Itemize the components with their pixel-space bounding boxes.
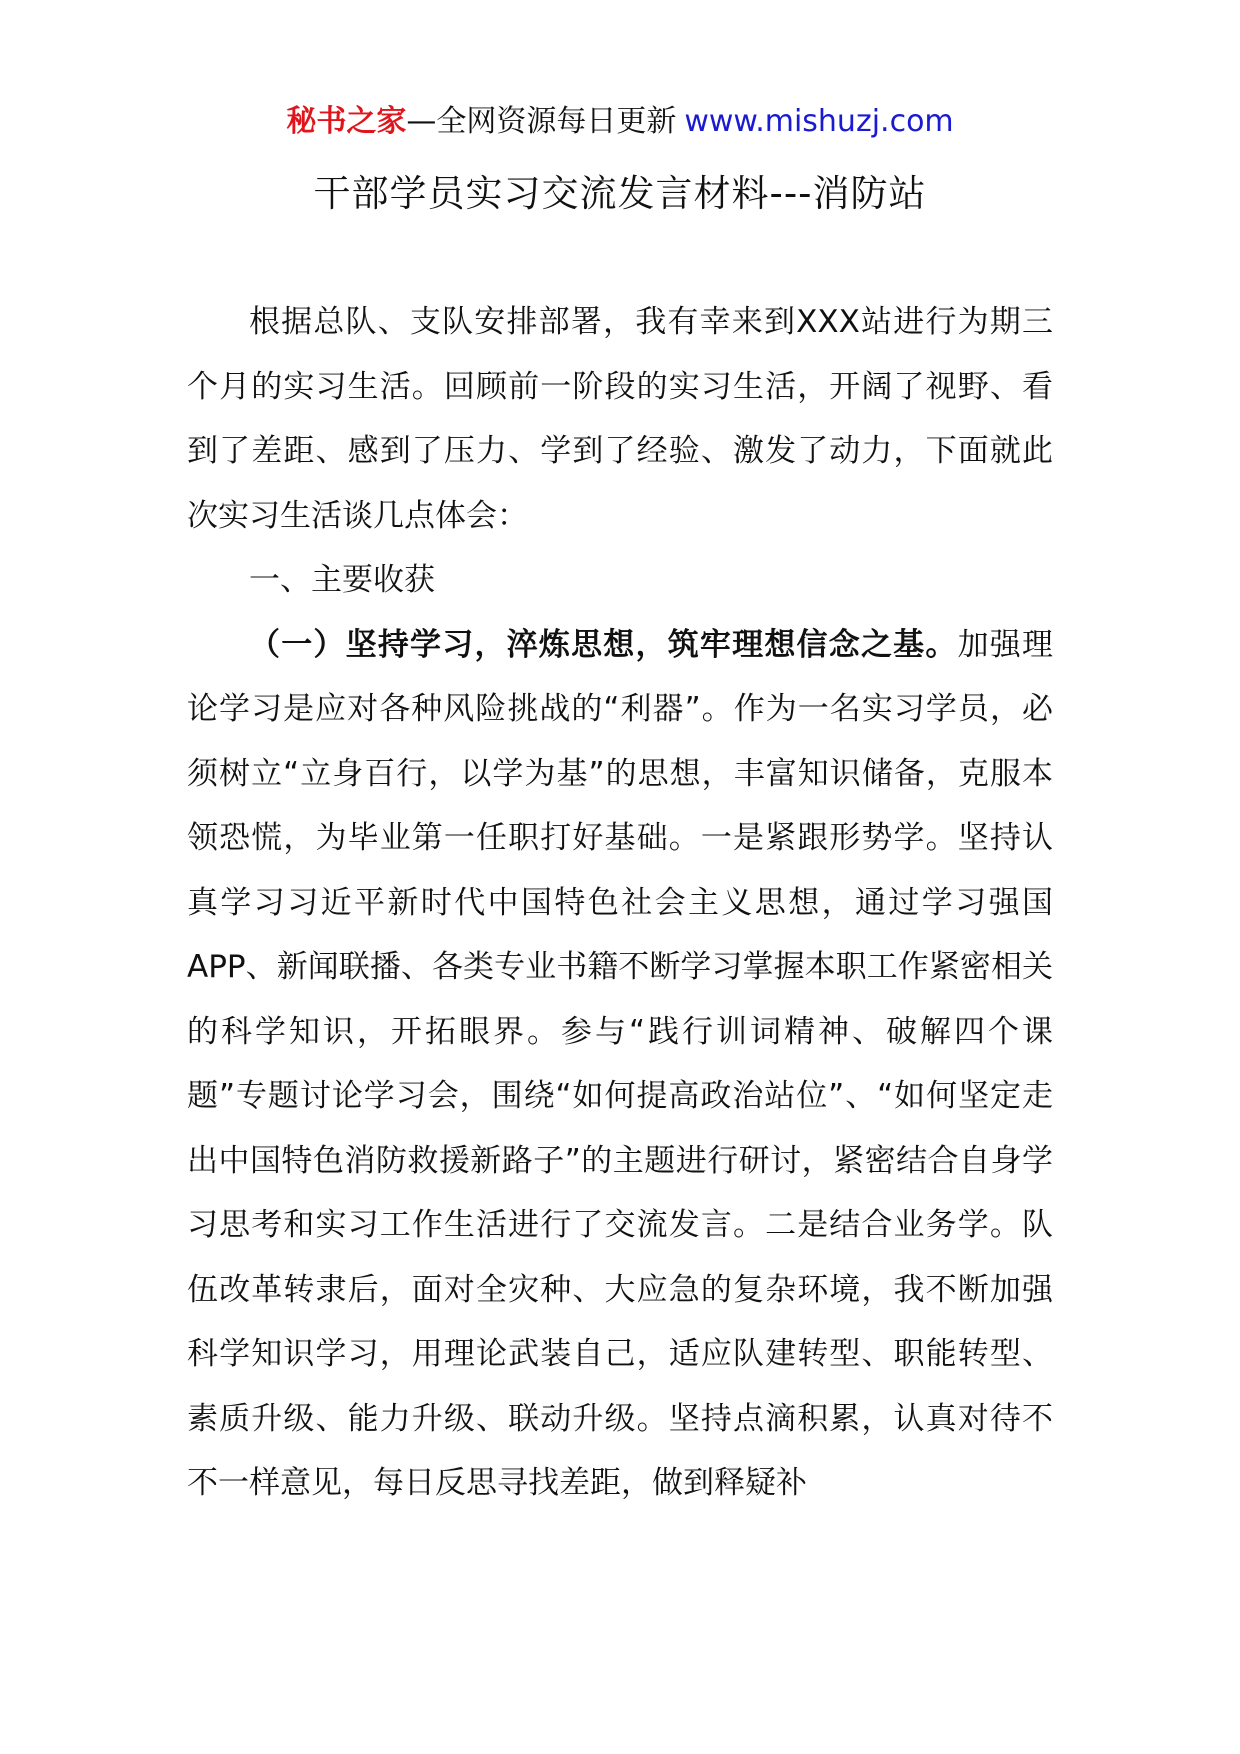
document-title: 干部学员实习交流发言材料---消防站 bbox=[313, 172, 927, 215]
subsection-lead: （一）坚持学习，淬炼思想，筑牢理想信念之基。 bbox=[249, 626, 958, 663]
section-heading: 一、主要收获 bbox=[249, 562, 435, 598]
site-name: 秘书之家 bbox=[286, 104, 407, 139]
document-body bbox=[187, 290, 1053, 1516]
intro-paragraph: 根据总队、支队安排部署，我有幸来到XXX站进行为期三个月的实习生活。回顾前一阶段的实习生活，开阔了视野、看到了差距、感到了压力、学到了经验、激发了动力，下面就此次实习生活谈几点体会： bbox=[187, 304, 1053, 534]
subsection-text: 加强理论学习是应对各种风险挑战的“利器”。作为一名实习学员，必须树立“立身百行，以学为基”的思想，丰富知识储备，克服本领恐慌，为毕业第一任职打好基础。一是紧跟形势学。坚持认真学习习近平新时代中国特色社会主义思想，通过学习强国APP、新闻联播、各类专业书籍不断学习掌握本职工作紧密相关的科学知识，开拓眼界。参与“践行训词精神、破解四个课题”专题讨论学习会，围绕“如何提高政治站位”、“如何坚定走出中国特色消防救援新路子”的主题进行研讨，紧密结合自身学习思考和实习工作生活进行了交流发言。二是结合业务学。队伍改革转隶后，面对全灾种、大应急的复杂环境，我不断加强科学知识学习，用理论武装自己，适应队建转型、职能转型、素质升级、能力升级、联动升级。坚持点滴积累，认真对待不不一样意见，每日反思寻找差距，做到释疑补 bbox=[187, 626, 1054, 1501]
site-url-link[interactable]: www.mishuzj.com bbox=[684, 104, 954, 139]
subsection-paragraph bbox=[187, 613, 1053, 1516]
site-tagline: —全网资源每日更新 bbox=[406, 104, 677, 139]
watermark-header bbox=[0, 100, 1240, 144]
